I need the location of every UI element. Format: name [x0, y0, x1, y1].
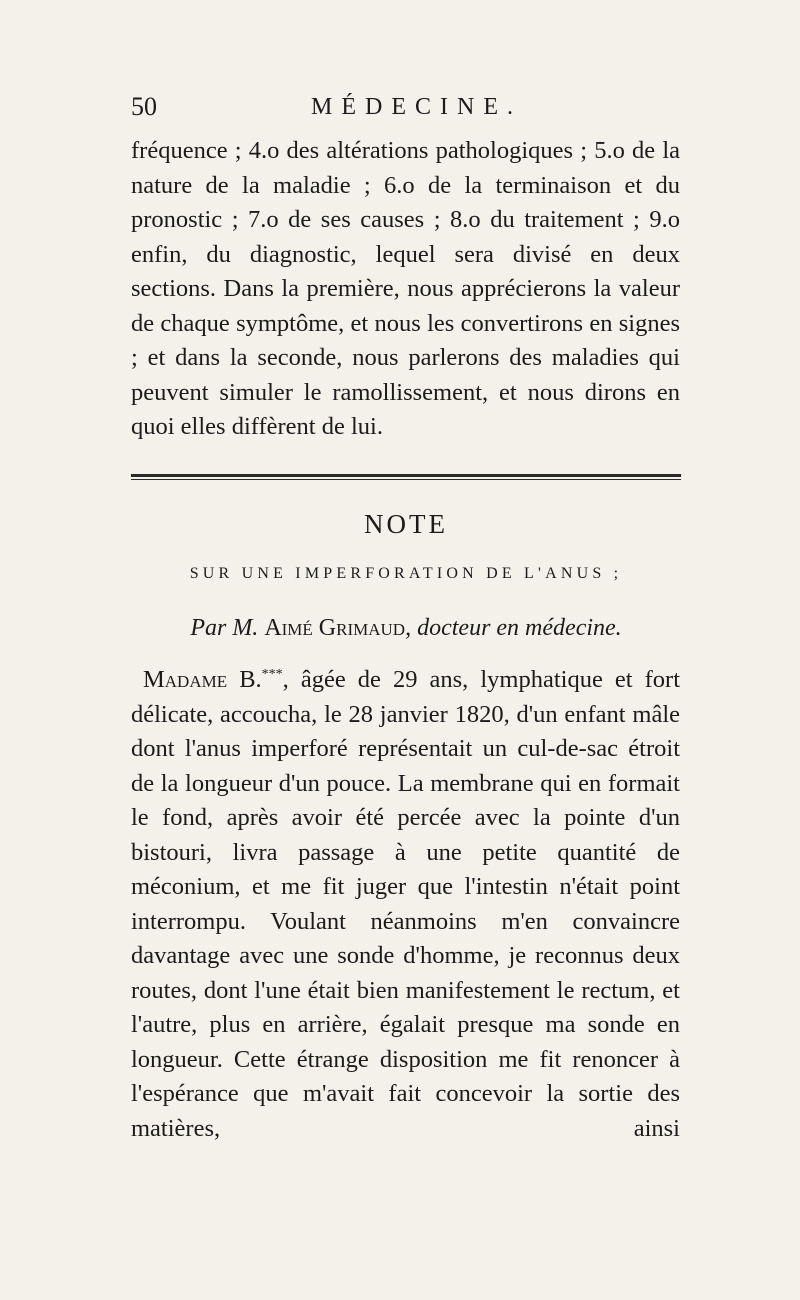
- author-line: [131, 615, 681, 642]
- note-paragraph-text: , âgée de 29 ans, lymphatique et fort délicate, accoucha, le 28 janvier 1820, d'un enfant mâle dont l'anus imperforé représentait un cul-de-sac étroit de la longueur d'un pouce. La membrane qui en formait le fond, après avoir été percée avec la pointe d'un bistouri, livra passage à une petite quantité de méconium, et me fit juger que l'intestin n'était point interrompu. Voulant néanmoins m'en convaincre davantage avec une sonde d'homme, je reconnus deux routes, dont l'une était bien manifestement le rectum, et l'autre, plus en arrière, égalait presque ma sonde en longueur. Cette étrange disposition me fit renoncer à l'espérance que m'avait fait concevoir la sortie des matières, ainsi: [131, 666, 681, 1142]
- author-name: Aimé Grimaud: [264, 615, 406, 641]
- anonymity-stars: ***: [261, 666, 283, 682]
- divider-thick-line: [131, 474, 681, 477]
- author-suffix: , docteur en médecine.: [405, 615, 622, 641]
- running-head: MÉDECINE.: [311, 94, 522, 120]
- paragraph-continued: fréquence ; 4.o des altérations pathologiques ; 5.o de la nature de la maladie ; 6.o de la terminaison et du pronostic ; 7.o de ses causes ; 8.o du traitement ; 9.o enfin, du diagnostic, lequel sera divisé en deux sections. Dans la première, nous apprécierons la valeur de chaque symptôme, et nous les convertirons en signes ; et dans la seconde, nous parlerons des maladies qui peuvent simuler le ramollissement, et nous dirons en quoi elles diffèrent de lui.: [131, 137, 680, 440]
- divider-thin-line: [131, 479, 681, 480]
- page-header: [131, 92, 676, 132]
- section-divider: [131, 474, 681, 480]
- patient-initial: B.: [239, 666, 262, 693]
- page-number: 50: [131, 92, 157, 121]
- note-subtitle: SUR UNE IMPERFORATION DE L'ANUS ;: [189, 565, 623, 582]
- note-title: NOTE: [364, 509, 448, 539]
- opening-word: Madame: [143, 666, 228, 693]
- note-paragraph: [131, 663, 680, 1146]
- author-prefix: Par M.: [190, 615, 259, 641]
